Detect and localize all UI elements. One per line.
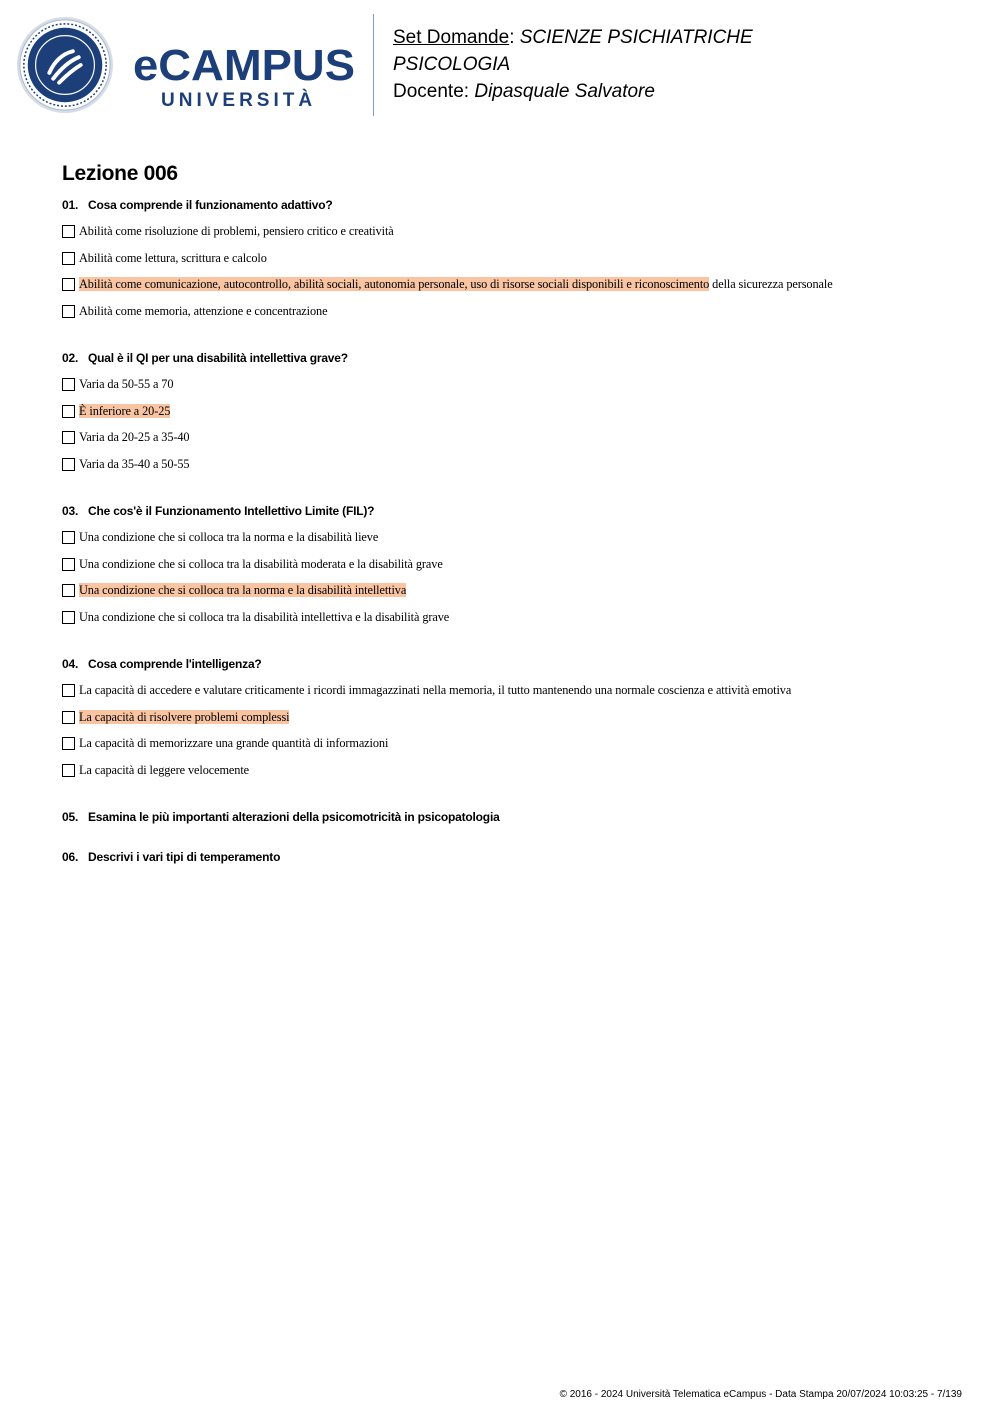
answer-text (79, 582, 406, 599)
question-text (62, 655, 962, 673)
answer-option[interactable] (62, 735, 962, 762)
question-4 (62, 655, 962, 788)
question-label: Cosa comprende l'intelligenza? (88, 657, 262, 671)
answer-text (79, 376, 173, 393)
answer-label: La capacità di leggere velocemente (79, 762, 250, 777)
answer-label: Abilità come risoluzione di problemi, pensiero critico e creatività (79, 224, 394, 238)
answer-text (79, 276, 833, 293)
answer-option[interactable] (62, 709, 962, 736)
answer-options (62, 682, 962, 788)
question-text (62, 848, 962, 866)
set-domande-value-line2: PSICOLOGIA (393, 54, 511, 75)
set-domande-label: Set Domande (393, 27, 510, 48)
answer-label: Abilità come lettura, scrittura e calcolo (79, 250, 267, 265)
answer-label: La capacità di memorizzare una grande quantità di informazioni (79, 736, 389, 750)
answer-option[interactable] (62, 403, 962, 430)
page-footer: © 2016 - 2024 Università Telematica eCampus - Data Stampa 20/07/2024 10:03:25 - 7/139 (559, 1389, 962, 1400)
answer-checkbox[interactable] (62, 737, 75, 750)
answer-checkbox[interactable] (62, 378, 75, 391)
answer-option[interactable] (62, 582, 962, 609)
answer-text (79, 456, 189, 473)
answer-option[interactable] (62, 223, 962, 250)
question-number: 03. (62, 504, 79, 518)
answer-option[interactable] (62, 429, 962, 456)
answer-text (79, 556, 443, 573)
answer-text (79, 223, 394, 240)
answer-label: Varia da 35-40 a 50-55 (79, 456, 190, 471)
answer-checkbox[interactable] (62, 405, 75, 418)
question-text (62, 196, 962, 214)
answer-option[interactable] (62, 762, 962, 789)
answer-label: Una condizione che si colloca tra la disabilità intellettiva e la disabilità grave (79, 609, 450, 624)
answer-label: Varia da 50-55 a 70 (79, 377, 174, 391)
highlighted-answer: Abilità come comunicazione, autocontrollo, abilità sociali, autonomia personale, uso di risorse sociali disponibili e riconoscimento (79, 277, 710, 291)
answer-text (79, 709, 289, 726)
question-text (62, 808, 962, 826)
answer-options (62, 223, 962, 329)
answer-text (79, 303, 327, 320)
answer-text (79, 762, 249, 779)
answer-checkbox[interactable] (62, 225, 75, 238)
question-label: Descrivi i vari tipi di temperamento (88, 850, 281, 864)
header-info (393, 24, 983, 105)
answer-checkbox[interactable] (62, 305, 75, 318)
question-1 (62, 196, 962, 329)
ecampus-logo (133, 40, 358, 115)
answer-options (62, 376, 962, 482)
question-text (62, 502, 962, 520)
question-number: 05. (62, 810, 79, 824)
question-label: Che cos'è il Funzionamento Intellettivo Limite (FIL)? (88, 504, 375, 518)
question-6 (62, 848, 962, 866)
answer-checkbox[interactable] (62, 684, 75, 697)
question-label: Cosa comprende il funzionamento adattivo? (88, 198, 333, 212)
answer-label-rest: della sicurezza personale (709, 277, 833, 291)
answer-checkbox[interactable] (62, 278, 75, 291)
question-text (62, 349, 962, 367)
answer-checkbox[interactable] (62, 711, 75, 724)
question-label: Qual è il QI per una disabilità intellettiva grave? (88, 351, 348, 365)
answer-label: Una condizione che si colloca tra la disabilità moderata e la disabilità grave (79, 556, 443, 571)
answer-text (79, 682, 791, 699)
answer-text (79, 609, 449, 626)
answer-label: La capacità di accedere e valutare criticamente i ricordi immagazzinati nella memoria, il tutto mantenendo una normale coscienza e attività emotiva (79, 683, 792, 697)
answer-option[interactable] (62, 609, 962, 636)
lesson-title: Lezione 006 (62, 162, 178, 185)
highlighted-answer: La capacità di risolvere problemi complessi (79, 709, 290, 724)
question-list (62, 196, 962, 888)
header-divider (373, 14, 374, 116)
docente-label: Docente (393, 81, 464, 102)
question-number: 02. (62, 351, 79, 365)
answer-option[interactable] (62, 250, 962, 277)
answer-checkbox[interactable] (62, 252, 75, 265)
answer-label: Una condizione che si colloca tra la norma e la disabilità lieve (79, 530, 379, 544)
answer-text (79, 529, 378, 546)
answer-checkbox[interactable] (62, 611, 75, 624)
logo-subtext: UNIVERSITÀ (161, 90, 317, 111)
question-5 (62, 808, 962, 826)
answer-checkbox[interactable] (62, 558, 75, 571)
highlighted-answer: Una condizione che si colloca tra la norma e la disabilità intellettiva (79, 583, 407, 597)
answer-option[interactable] (62, 456, 962, 483)
answer-checkbox[interactable] (62, 584, 75, 597)
answer-option[interactable] (62, 529, 962, 556)
highlighted-answer: È inferiore a 20-25 (79, 403, 171, 418)
page-header (0, 0, 1000, 130)
answer-option[interactable] (62, 682, 962, 709)
set-domande-value: SCIENZE PSICHIATRICHE (519, 27, 753, 48)
answer-text (79, 250, 267, 267)
answer-text (79, 403, 170, 420)
answer-label: Varia da 20-25 a 35-40 (79, 430, 190, 444)
answer-text (79, 429, 189, 446)
question-number: 01. (62, 198, 79, 212)
answer-option[interactable] (62, 303, 962, 330)
answer-options (62, 529, 962, 635)
question-2 (62, 349, 962, 482)
answer-checkbox[interactable] (62, 431, 75, 444)
answer-checkbox[interactable] (62, 458, 75, 471)
answer-label: Abilità come memoria, attenzione e concentrazione (79, 303, 328, 318)
question-label: Esamina le più importanti alterazioni della psicomotricità in psicopatologia (88, 810, 500, 824)
university-seal-icon (16, 16, 114, 114)
question-number: 06. (62, 850, 79, 864)
docente-value: Dipasquale Salvatore (474, 81, 655, 102)
answer-checkbox[interactable] (62, 764, 75, 777)
question-3 (62, 502, 962, 635)
answer-option[interactable] (62, 276, 962, 303)
question-number: 04. (62, 657, 79, 671)
set-domande-line: Set Domande: SCIENZE PSICHIATRICHE (393, 27, 753, 48)
answer-text (79, 735, 388, 752)
answer-option[interactable] (62, 376, 962, 403)
answer-checkbox[interactable] (62, 531, 75, 544)
logo-wordmark: eCAMPUS (133, 41, 355, 90)
answer-option[interactable] (62, 556, 962, 583)
docente-line: Docente: Dipasquale Salvatore (393, 81, 655, 102)
